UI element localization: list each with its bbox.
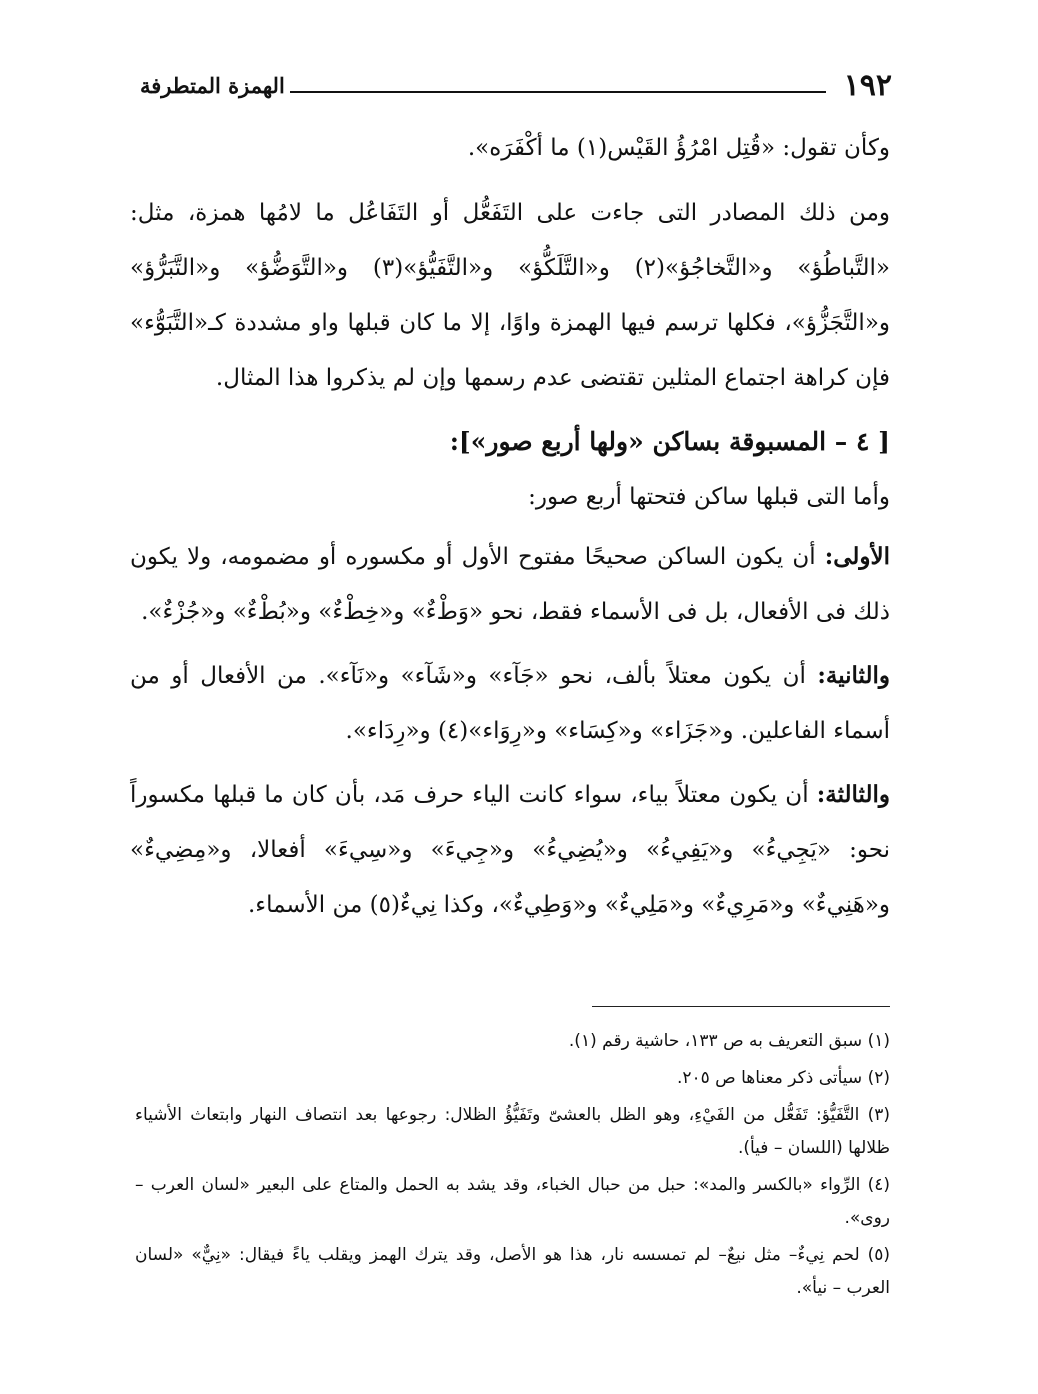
footnotes <box>135 1025 890 1309</box>
page-header <box>140 66 892 106</box>
second-form-text: أن يكون معتلاً بألف، نحو «جَآء» و«شَآء» و«نَآء». من الأفعال أو من أسماء الفاعلين. و«جَزَاء» و«كِسَاء» و«رِوَاء»(٤) و«رِدَاء». <box>130 663 890 744</box>
page-number: ١٩٢ <box>843 68 892 103</box>
first-form-label: الأولى: <box>824 543 890 570</box>
main-text <box>130 121 890 933</box>
footnote-2: (٢) سيأتى ذكر معناها ص ٢٠٥. <box>676 1068 890 1088</box>
footnote-separator <box>592 1006 890 1007</box>
third-form-label: والثالثة: <box>816 781 890 808</box>
footnote-5: (٥) لحم نِيءٌ– مثل نيعٌ– لم تمسسه نار، هذا هو الأصل، وقد يترك الهمز ويقلب ياءً فيقال: «نِيٌّ» «لسان العرب – نيأ». <box>135 1245 890 1298</box>
first-form-text: أن يكون الساكن صحيحًا مفتوح الأول أو مكسوره أو مضمومه، ولا يكون ذلك فى الأفعال، بل فى الأسماء فقط، نحو «وَطْءٌ» و«خِطْءٌ» و«بُطْءٌ» و«جُزْءٌ». <box>130 544 890 625</box>
paragraph-second-form <box>130 648 890 759</box>
third-form-text: أن يكون معتلاً بياء، سواء كانت الياء حرف مَد، بأن كان ما قبلها مكسوراً نحو: «يَجِيءُ» و«يَفِيءُ» و«يُضِيءُ» و«جِيءَ» و«سِيءَ» أفعالا، و«مِضِيءٌ» و«هَنِيءٌ» و«مَرِيءٌ» و«مَلِيءٌ» و«وَطِيءٌ»، وكذا نِيءٌ(٥) من الأسماء. <box>130 782 890 918</box>
header-rule <box>290 91 826 93</box>
footnote-4: (٤) الرِّواء «بالكسر والمد»: حبل من حبال الخباء، وقد يشد به الحمل والمتاع على البعير «لسان العرب – روى». <box>135 1175 890 1228</box>
paragraph-third-form <box>130 767 890 933</box>
paragraph-first-form <box>130 529 890 640</box>
paragraph-example: وكأن تقول: «قُتِل امْرُؤُ القَيْس(١) ما أكْفَرَه». <box>467 135 890 161</box>
running-title: الهمزة المتطرفة <box>140 73 285 98</box>
section-heading: [ ٤ – المسبوقة بساكن «ولها أربع صور»]: <box>449 427 890 456</box>
paragraph-masadir: ومن ذلك المصادر التى جاءت على التَفَعُّل أو التَفَاعُل ما لامُها همزة، مثل: «التَّباطُؤ» و«التَّخاجُؤ»(٢) و«التَّلَكُّؤ» و«التَّفَيُّؤ»(٣) و«التَّوَضُّؤ» و«التَّبَرُّؤ» و«التَّجَزُّؤ»، فكلها ترسم فيها الهمزة واوًا، إلا ما كان قبلها واو مشددة كـ«التَّبَوُّء» فإن كراهة اجتماع المثلين تقتضى عدم رسمها وإن لم يذكروا هذا المثال. <box>130 200 890 391</box>
footnote-3: (٣) التَّفَيُّؤ: تَفَعُّل من الفَيْءِ، وهو الظل بالعشىّ وتَفَيُّؤُ الظلال: رجوعها بعد انتصاف النهار وابتعاث الأشياء ظلالها (اللسان – فيأ). <box>135 1105 890 1158</box>
paragraph-intro-forms: وأما التى قبلها ساكن فتحتها أربع صور: <box>528 484 890 510</box>
second-form-label: والثانية: <box>817 662 890 689</box>
footnote-1: (١) سبق التعريف به ص ١٣٣، حاشية رقم (١). <box>568 1031 890 1051</box>
